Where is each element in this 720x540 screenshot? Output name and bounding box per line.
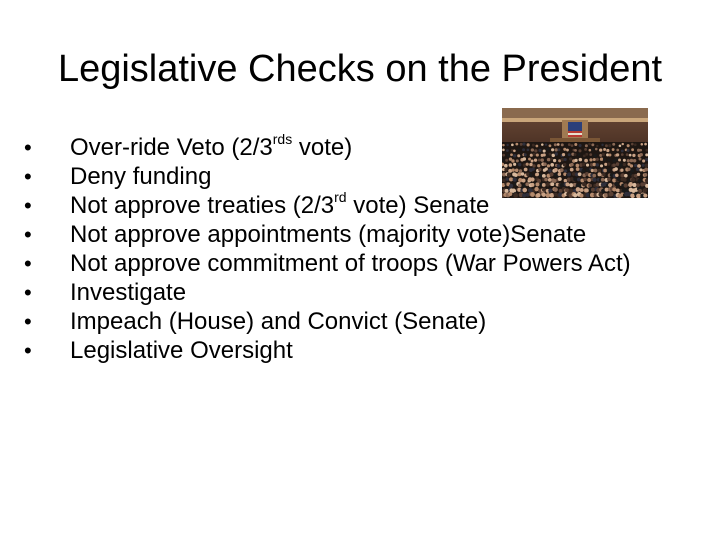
list-item-text: Not approve treaties (2/3 xyxy=(70,192,335,219)
slide-title: Legislative Checks on the President xyxy=(57,48,663,90)
list-item-text-after: vote) xyxy=(292,134,353,161)
list-item-text: Not approve appointments (majority vote)Senate xyxy=(70,221,587,248)
list-item-text: Over-ride Veto (2/3 xyxy=(70,134,273,161)
list-item-text-after: vote) Senate xyxy=(346,192,490,219)
list-item-text: Legislative Oversight xyxy=(70,337,293,364)
list-item xyxy=(24,133,704,162)
list-item-text: Investigate xyxy=(70,279,187,306)
list-item xyxy=(24,249,710,278)
list-item xyxy=(24,191,704,220)
bullet-icon: • xyxy=(24,135,32,160)
list-item-text: Impeach (House) and Convict (Senate) xyxy=(70,308,487,335)
list-item xyxy=(24,162,704,191)
list-item xyxy=(24,278,704,307)
bullet-icon: • xyxy=(24,251,32,276)
bullet-icon: • xyxy=(24,164,32,189)
list-item xyxy=(24,307,704,336)
list-item-superscript: rds xyxy=(272,131,293,147)
bullet-icon: • xyxy=(24,193,32,218)
list-item xyxy=(24,336,704,365)
list-item-text: Not approve commitment of troops (War Powers Act) xyxy=(70,250,631,277)
bullet-icon: • xyxy=(24,280,32,305)
list-item xyxy=(24,220,704,249)
bullet-icon: • xyxy=(24,222,32,247)
bullet-icon: • xyxy=(24,338,32,363)
bullet-list xyxy=(24,133,704,365)
list-item-text: Deny funding xyxy=(70,163,212,190)
bullet-icon: • xyxy=(24,309,32,334)
list-item-superscript: rd xyxy=(334,189,347,205)
